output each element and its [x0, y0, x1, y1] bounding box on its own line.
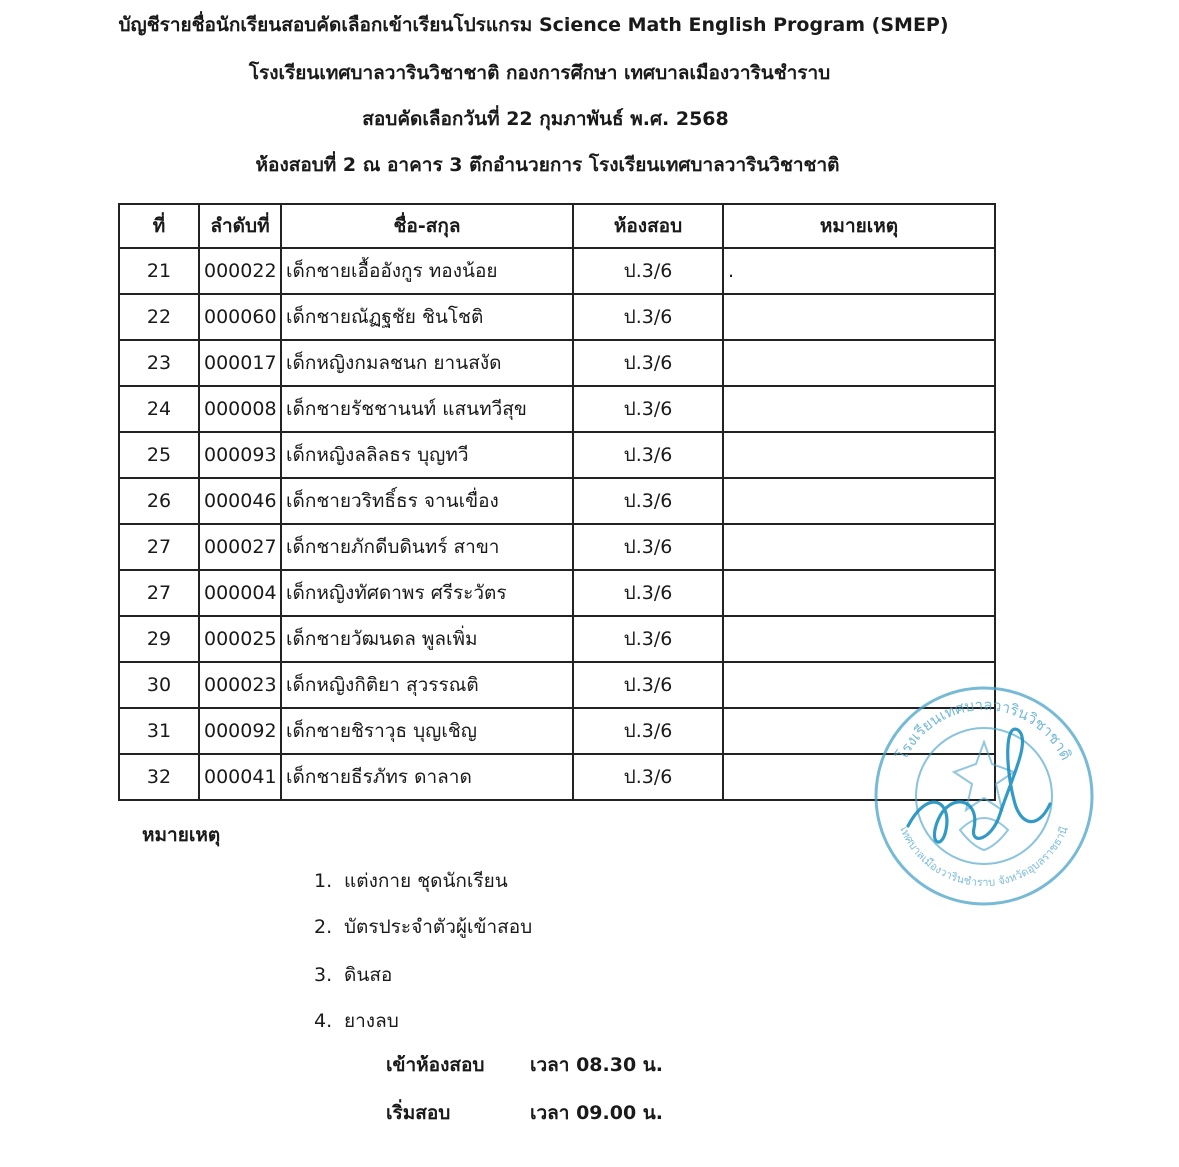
- col-header-room: ห้องสอบ: [573, 204, 723, 248]
- student-name: เด็กหญิงกมลชนก ยานสงัด: [281, 340, 573, 386]
- notes-title: หมายเหตุ: [142, 824, 221, 846]
- student-roster-table: [118, 203, 996, 801]
- remark: [723, 570, 995, 616]
- table-row: [119, 340, 995, 386]
- seal-text-top: โรงเรียนเทศบาลวารินวิชาชาติ: [892, 695, 1076, 763]
- exam-room: ป.3/6: [573, 616, 723, 662]
- exam-date-line: สอบคัดเลือกวันที่ 22 กุมภาพันธ์ พ.ศ. 2568: [362, 108, 729, 130]
- exam-room: ป.3/6: [573, 708, 723, 754]
- row-number: 27: [119, 524, 199, 570]
- entry-time-label: เข้าห้องสอบ: [386, 1054, 485, 1076]
- order-number: 000092: [199, 708, 281, 754]
- exam-room: ป.3/6: [573, 570, 723, 616]
- order-number: 000046: [199, 478, 281, 524]
- order-number: 000027: [199, 524, 281, 570]
- exam-room: ป.3/6: [573, 294, 723, 340]
- col-header-remark: หมายเหตุ: [723, 204, 995, 248]
- order-number: 000023: [199, 662, 281, 708]
- exam-room: ป.3/6: [573, 478, 723, 524]
- exam-room: ป.3/6: [573, 754, 723, 800]
- row-number: 24: [119, 386, 199, 432]
- row-number: 26: [119, 478, 199, 524]
- order-number: 000004: [199, 570, 281, 616]
- exam-room: ป.3/6: [573, 432, 723, 478]
- order-number: 000025: [199, 616, 281, 662]
- exam-room: ป.3/6: [573, 386, 723, 432]
- order-number: 000008: [199, 386, 281, 432]
- school-seal-stamp: [868, 680, 1100, 912]
- remark: [723, 524, 995, 570]
- table-row: [119, 754, 995, 800]
- row-number: 27: [119, 570, 199, 616]
- note-text: บัตรประจำตัวผู้เข้าสอบ: [344, 916, 533, 938]
- table-row: [119, 432, 995, 478]
- table-row: [119, 478, 995, 524]
- col-header-order: ลำดับที่: [199, 204, 281, 248]
- svg-text:เทศบาลเมืองวารินชำราบ จังหวัดอ: [897, 824, 1071, 889]
- remark: [723, 478, 995, 524]
- start-time-value: เวลา 09.00 น.: [530, 1102, 664, 1124]
- student-name: เด็กชายรัชชานนท์ แสนทวีสุข: [281, 386, 573, 432]
- row-number: 31: [119, 708, 199, 754]
- student-name: เด็กชายภักดีบดินทร์ สาขา: [281, 524, 573, 570]
- note-number: 1.: [314, 870, 333, 892]
- exam-room: ป.3/6: [573, 524, 723, 570]
- table-row: [119, 570, 995, 616]
- note-item: [314, 960, 392, 990]
- table-row: [119, 524, 995, 570]
- seal-text-bottom: เทศบาลเมืองวารินชำราบ จังหวัดอุบลราชธานี: [897, 824, 1071, 890]
- table-row: [119, 662, 995, 708]
- col-header-name: ชื่อ-สกุล: [281, 204, 573, 248]
- remark: [723, 386, 995, 432]
- student-name: เด็กชายณัฏฐชัย ชินโชติ: [281, 294, 573, 340]
- svg-text:โรงเรียนเทศบาลวารินวิชาชาติ: [893, 696, 1075, 763]
- note-number: 3.: [314, 964, 333, 986]
- note-text: ยางลบ: [344, 1010, 399, 1032]
- student-name: เด็กชายธีรภัทร ดาลาด: [281, 754, 573, 800]
- row-number: 30: [119, 662, 199, 708]
- student-name: เด็กชายเอื้ออังกูร ทองน้อย: [281, 248, 573, 294]
- order-number: 000041: [199, 754, 281, 800]
- exam-room: ป.3/6: [573, 248, 723, 294]
- note-number: 4.: [314, 1010, 333, 1032]
- table-row: [119, 386, 995, 432]
- note-item: [314, 912, 532, 942]
- note-number: 2.: [314, 916, 333, 938]
- remark: [723, 340, 995, 386]
- student-name: เด็กหญิงทัศดาพร ศรีระวัตร: [281, 570, 573, 616]
- student-name: เด็กหญิงกิติยา สุวรรณติ: [281, 662, 573, 708]
- table-header-row: [119, 204, 995, 248]
- table-row: [119, 248, 995, 294]
- student-name: เด็กชายวัฒนดล พูลเพิ่ม: [281, 616, 573, 662]
- document-title: บัญชีรายชื่อนักเรียนสอบคัดเลือกเข้าเรียนโปรแกรม Science Math English Program (SMEP): [118, 14, 949, 36]
- note-text: ดินสอ: [344, 964, 393, 986]
- table-row: [119, 294, 995, 340]
- remark: .: [723, 248, 995, 294]
- exam-room: ป.3/6: [573, 340, 723, 386]
- exam-room-line: ห้องสอบที่ 2 ณ อาคาร 3 ตึกอำนวยการ โรงเรียนเทศบาลวารินวิชาชาติ: [255, 154, 840, 176]
- row-number: 22: [119, 294, 199, 340]
- student-name: เด็กชายวริทธิ์ธร จานเขื่อง: [281, 478, 573, 524]
- entry-time-value: เวลา 08.30 น.: [530, 1054, 664, 1076]
- remark: [723, 294, 995, 340]
- student-name: เด็กหญิงลลิลธร บุญทวี: [281, 432, 573, 478]
- order-number: 000017: [199, 340, 281, 386]
- row-number: 32: [119, 754, 199, 800]
- row-number: 23: [119, 340, 199, 386]
- student-name: เด็กชายชิราวุธ บุญเชิญ: [281, 708, 573, 754]
- row-number: 21: [119, 248, 199, 294]
- remark: [723, 432, 995, 478]
- row-number: 29: [119, 616, 199, 662]
- table-row: [119, 616, 995, 662]
- note-item: [314, 866, 508, 896]
- order-number: 000060: [199, 294, 281, 340]
- note-item: [314, 1006, 399, 1036]
- note-text: แต่งกาย ชุดนักเรียน: [344, 870, 508, 892]
- school-line: โรงเรียนเทศบาลวารินวิชาชาติ กองการศึกษา เทศบาลเมืองวารินชำราบ: [248, 62, 831, 84]
- table-row: [119, 708, 995, 754]
- start-time-label: เริ่มสอบ: [386, 1102, 451, 1124]
- remark: [723, 616, 995, 662]
- row-number: 25: [119, 432, 199, 478]
- order-number: 000093: [199, 432, 281, 478]
- col-header-no: ที่: [119, 204, 199, 248]
- order-number: 000022: [199, 248, 281, 294]
- exam-room: ป.3/6: [573, 662, 723, 708]
